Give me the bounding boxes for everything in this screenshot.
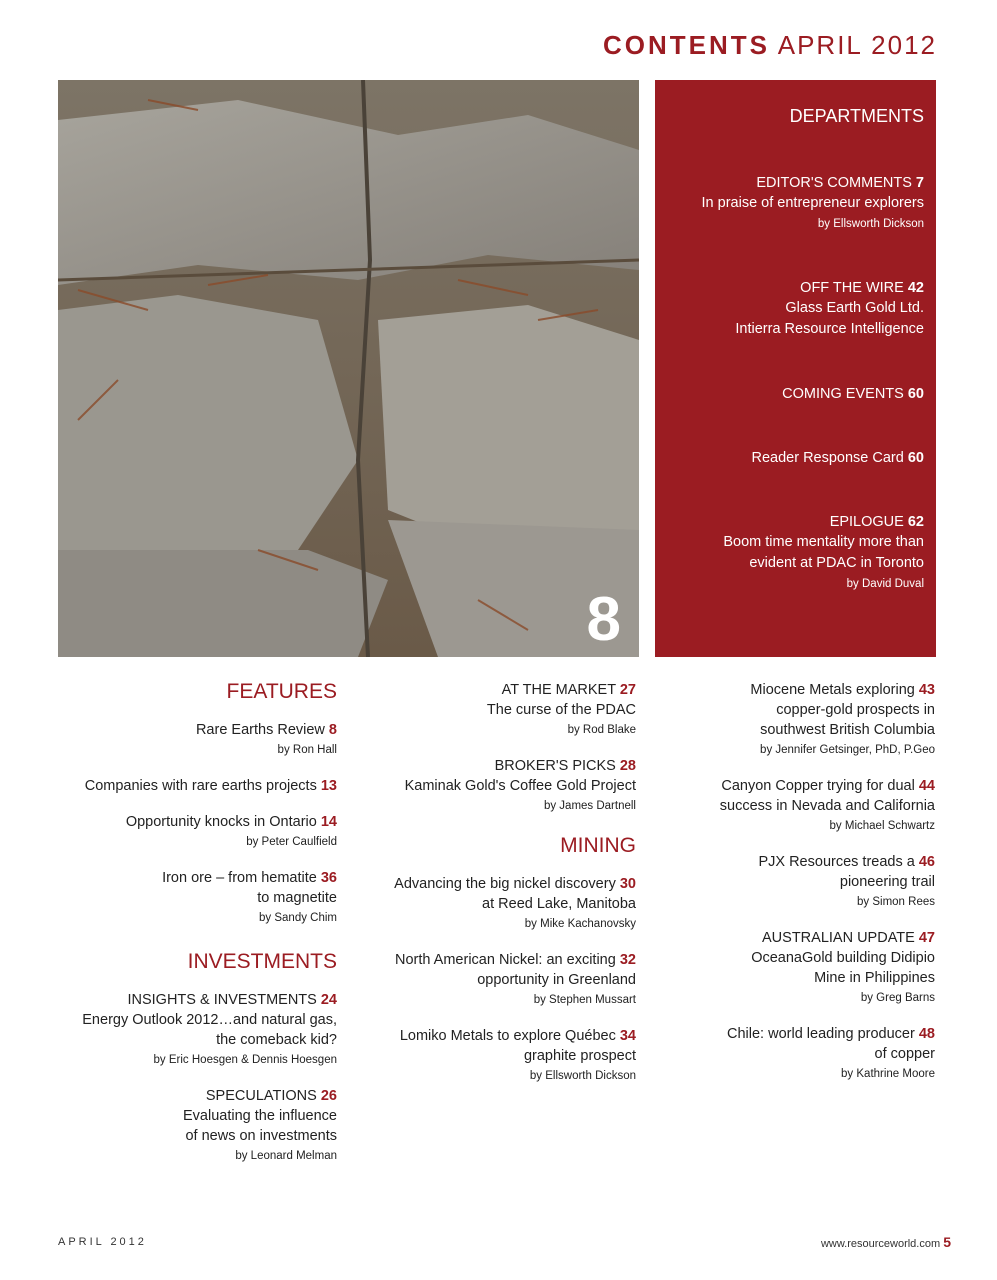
toc-entry[interactable] (356, 950, 636, 1010)
entry-page[interactable]: 47 (918, 930, 935, 946)
toc-entry[interactable] (58, 868, 337, 928)
entry-page[interactable]: 28 (619, 758, 636, 774)
toc-entry[interactable] (655, 776, 935, 836)
entry-page[interactable]: 48 (918, 1026, 935, 1042)
entry-title: AT THE MARKET (501, 682, 616, 698)
dept-item (665, 278, 924, 340)
entry-title-line: Evaluating the influence (183, 1108, 337, 1124)
toc-entry[interactable] (58, 990, 337, 1070)
entry-title: Opportunity knocks in Ontario (125, 814, 317, 830)
photo-page-number: 8 (586, 585, 621, 654)
dept-item-subtitle: Glass Earth Gold Ltd. (785, 300, 924, 316)
entry-byline: by Simon Rees (857, 896, 935, 908)
entry-title-line: opportunity in Greenland (477, 972, 636, 988)
section-title-mining: MINING (560, 834, 636, 857)
entry-byline: by Sandy Chim (259, 912, 337, 924)
entry-title-line: at Reed Lake, Manitoba (482, 896, 636, 912)
entry-title-line: graphite prospect (523, 1048, 636, 1064)
entry-byline: by Greg Barns (860, 992, 935, 1004)
departments-title: DEPARTMENTS (789, 106, 924, 126)
column-three (655, 678, 935, 1100)
entry-page[interactable]: 43 (918, 682, 935, 698)
dept-item-title: Reader Response Card (751, 450, 904, 466)
dept-item-title: EDITOR'S COMMENTS (756, 175, 912, 191)
dept-item-page[interactable]: 62 (907, 514, 924, 530)
entry-page[interactable]: 46 (918, 854, 935, 870)
column-market-mining (356, 678, 636, 1102)
footer-right (821, 1234, 951, 1250)
page-header (603, 30, 937, 61)
entry-page[interactable]: 24 (320, 992, 337, 1008)
entry-byline: by Kathrine Moore (841, 1068, 935, 1080)
entry-title: North American Nickel: an exciting (395, 952, 616, 968)
dept-item (665, 173, 924, 234)
dept-item (665, 384, 924, 404)
dept-item-page[interactable]: 60 (907, 386, 924, 402)
toc-entry[interactable] (356, 756, 636, 816)
entry-title-line: southwest British Columbia (760, 722, 935, 738)
entry-byline: by Ron Hall (277, 744, 337, 756)
dept-item-page[interactable]: 7 (915, 175, 924, 191)
entry-page[interactable]: 44 (918, 778, 935, 794)
dept-item-subtitle: Intierra Resource Intelligence (735, 321, 924, 337)
entry-page[interactable]: 30 (619, 876, 636, 892)
entry-byline: by Michael Schwartz (829, 820, 935, 832)
entry-title: BROKER'S PICKS (494, 758, 616, 774)
entry-page[interactable]: 26 (320, 1088, 337, 1104)
footer-url[interactable]: www.resourceworld.com (820, 1238, 941, 1250)
entry-title: Canyon Copper trying for dual (721, 778, 915, 794)
entry-title: Advancing the big nickel discovery (394, 876, 616, 892)
dept-item-title: OFF THE WIRE (800, 280, 904, 296)
dept-item-subtitle: In praise of entrepreneur explorers (701, 195, 924, 211)
contents-title: CONTENTS (602, 30, 770, 60)
entry-title-line: Energy Outlook 2012…and natural gas, (82, 1012, 337, 1028)
entry-title: Companies with rare earths projects (84, 778, 317, 794)
toc-entry[interactable] (356, 680, 636, 740)
dept-item-page[interactable]: 42 (907, 280, 924, 296)
section-title-investments: INVESTMENTS (187, 950, 337, 973)
issue-date: APRIL 2012 (777, 30, 937, 60)
dept-item-byline: by David Duval (846, 578, 924, 590)
entry-title-line: the comeback kid? (216, 1032, 337, 1048)
entry-title-line: success in Nevada and California (719, 798, 935, 814)
column-features-investments (58, 678, 337, 1182)
dept-item-subtitle: Boom time mentality more than (723, 534, 924, 550)
entry-byline: by Stephen Mussart (533, 994, 636, 1006)
entry-page[interactable]: 34 (619, 1028, 636, 1044)
entry-byline: by Eric Hoesgen & Dennis Hoesgen (153, 1054, 337, 1066)
footer-date: APRIL 2012 (58, 1236, 147, 1248)
entry-page[interactable]: 36 (320, 870, 337, 886)
dept-item-subtitle: evident at PDAC in Toronto (749, 555, 924, 571)
entry-title: Rare Earths Review (195, 722, 325, 738)
cover-photo (58, 80, 639, 657)
entry-title-line: of copper (874, 1046, 935, 1062)
dept-item (665, 512, 924, 594)
toc-entry[interactable] (655, 928, 935, 1008)
entry-page[interactable]: 13 (320, 778, 337, 794)
toc-entry[interactable] (58, 720, 337, 760)
dept-item-title: COMING EVENTS (782, 386, 904, 402)
departments-panel (655, 80, 936, 657)
entry-title-line: to magnetite (257, 890, 337, 906)
entry-title-line: The curse of the PDAC (486, 702, 636, 718)
entry-byline: by Rod Blake (567, 724, 636, 736)
entry-title: SPECULATIONS (205, 1088, 317, 1104)
entry-byline: by Mike Kachanovsky (524, 918, 636, 930)
toc-entry[interactable] (58, 812, 337, 852)
entry-title: Chile: world leading producer (727, 1026, 915, 1042)
toc-entry[interactable] (655, 852, 935, 912)
toc-entry[interactable] (58, 1086, 337, 1166)
entry-title-line: copper-gold prospects in (776, 702, 935, 718)
dept-item-page[interactable]: 60 (907, 450, 924, 466)
toc-entry[interactable] (655, 680, 935, 760)
section-title-features: FEATURES (226, 680, 337, 703)
entry-title: Lomiko Metals to explore Québec (399, 1028, 616, 1044)
entry-title-line: OceanaGold building Didipio (751, 950, 935, 966)
entry-title-line: Mine in Philippines (814, 970, 935, 986)
entry-title: PJX Resources treads a (758, 854, 915, 870)
dept-item (665, 448, 924, 468)
toc-entry[interactable] (356, 874, 636, 934)
entry-title: Miocene Metals exploring (750, 682, 915, 698)
entry-title-line: pioneering trail (839, 874, 935, 890)
entry-title: INSIGHTS & INVESTMENTS (127, 992, 317, 1008)
footer-page-number: 5 (943, 1234, 951, 1250)
entry-byline: by Peter Caulfield (246, 836, 337, 848)
entry-page[interactable]: 27 (619, 682, 636, 698)
entry-title: Iron ore – from hematite (162, 870, 317, 886)
entry-page[interactable]: 14 (320, 814, 337, 830)
dept-item-title: EPILOGUE (829, 514, 904, 530)
dept-item-byline: by Ellsworth Dickson (817, 218, 924, 230)
entry-page[interactable]: 32 (619, 952, 636, 968)
rock-photo-illustration (58, 80, 639, 657)
entry-byline: by James Dartnell (543, 800, 636, 812)
entry-title-line: of news on investments (185, 1128, 337, 1144)
entry-page[interactable]: 8 (328, 722, 337, 738)
entry-title-line: Kaminak Gold's Coffee Gold Project (404, 778, 636, 794)
toc-entry[interactable] (655, 1024, 935, 1084)
entry-title: AUSTRALIAN UPDATE (762, 930, 915, 946)
toc-entry[interactable] (356, 1026, 636, 1086)
toc-entry[interactable] (58, 776, 337, 796)
entry-byline: by Leonard Melman (235, 1150, 337, 1162)
entry-byline: by Ellsworth Dickson (529, 1070, 636, 1082)
entry-byline: by Jennifer Getsinger, PhD, P.Geo (760, 744, 935, 756)
